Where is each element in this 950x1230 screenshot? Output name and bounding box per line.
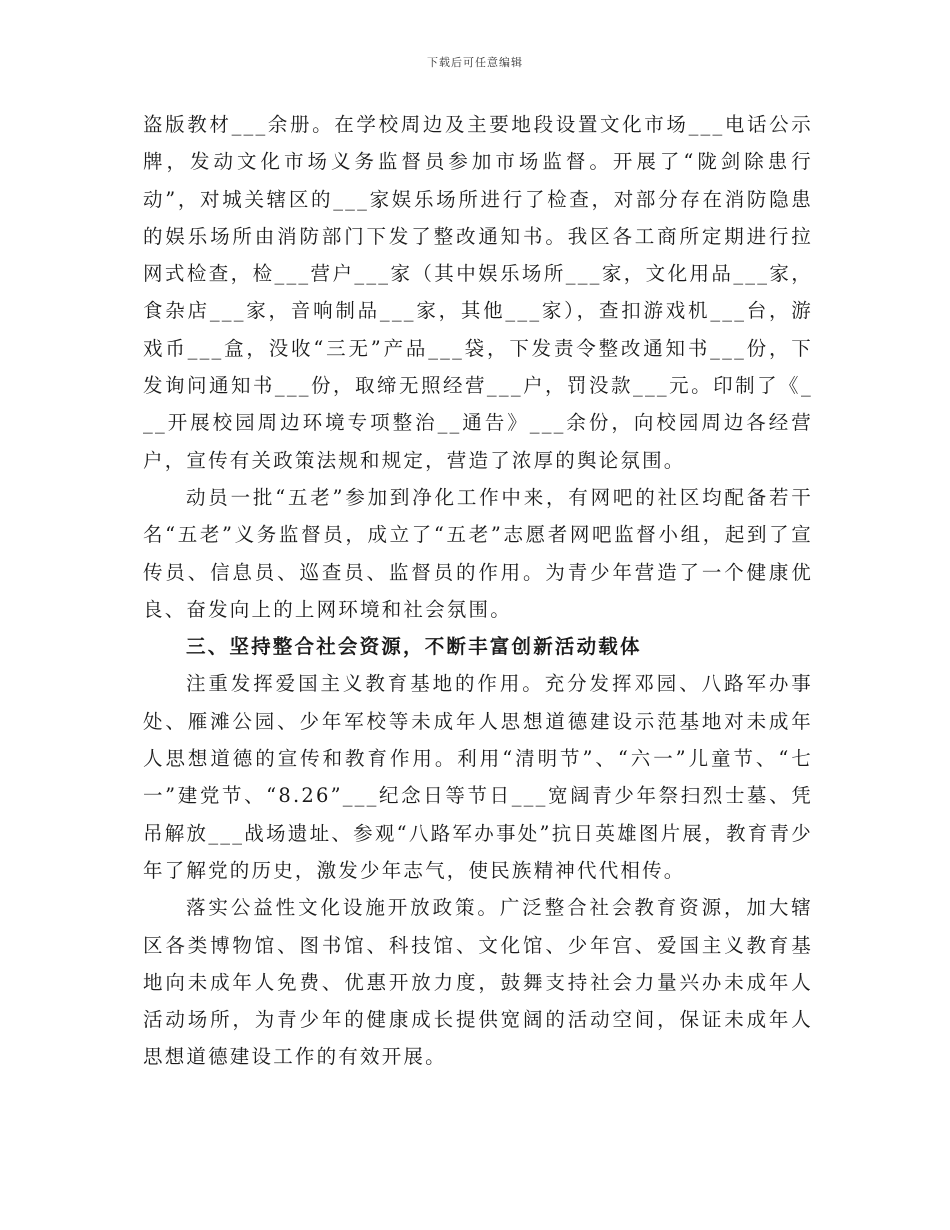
paragraph-enforcement: 盗版教材___余册。在学校周边及主要地段设置文化市场___电话公示牌，发动文化市场义务监督员参加市场监督。开展了“陇剑除患行动”，对城关辖区的___家娱乐场所进行了检查，对部分存在消防隐患的娱乐场所由消防部门下发了整改通知书。我区各工商所定期进行拉网式检查，检___营户___家（其中娱乐场所___家，文化用品___家，食杂店___家，音响制品___家，其他___家），查扣游戏机___台，游戏币___盒，没收“三无”产品___袋，下发责令整改通知书___份，下发询问通知书___份，取缔无照经营___户，罚没款___元。印制了《___开展校园周边环境专项整治__通告》___余份，向校园周边各经营户，宣传有关政策法规和规定，营造了浓厚的舆论氛围。 — [143, 113, 813, 472]
section-heading: 三、坚持整合社会资源，不断丰富创新活动载体 — [186, 635, 642, 659]
paragraph-patriotic-education: 注重发挥爱国主义教育基地的作用。充分发挥邓园、八路军办事处、雁滩公园、少年军校等未成年人思想道德建设示范基地对未成年人思想道德的宣传和教育作用。利用“清明节”、“六一”儿童节、“七一”建党节、“8.26”___纪念日等节日___宽阔青少年祭扫烈士墓、凭吊解放___战场遗址、参观“八路军办事处”抗日英雄图片展，教育青少年了解党的历史，激发少年志气，使民族精神代代相传。 — [143, 672, 813, 882]
document-body — [143, 106, 813, 1076]
page-header: 下载后可任意编辑 — [427, 56, 523, 69]
paragraph-public-facilities: 落实公益性文化设施开放政策。广泛整合社会教育资源，加大辖区各类博物馆、图书馆、科技馆、文化馆、少年宫、爱国主义教育基地向未成年人免费、优惠开放力度，鼓舞支持社会力量兴办未成年人活动场所，为青少年的健康成长提供宽阔的活动空间，保证未成年人思想道德建设工作的有效开展。 — [143, 896, 813, 1069]
paragraph-five-elders: 动员一批“五老”参加到净化工作中来，有网吧的社区均配备若干名“五老”义务监督员，成立了“五老”志愿者网吧监督小组，起到了宣传员、信息员、巡查员、监督员的作用。为青少年营造了一个健康优良、奋发向上的上网环境和社会氛围。 — [143, 485, 813, 621]
